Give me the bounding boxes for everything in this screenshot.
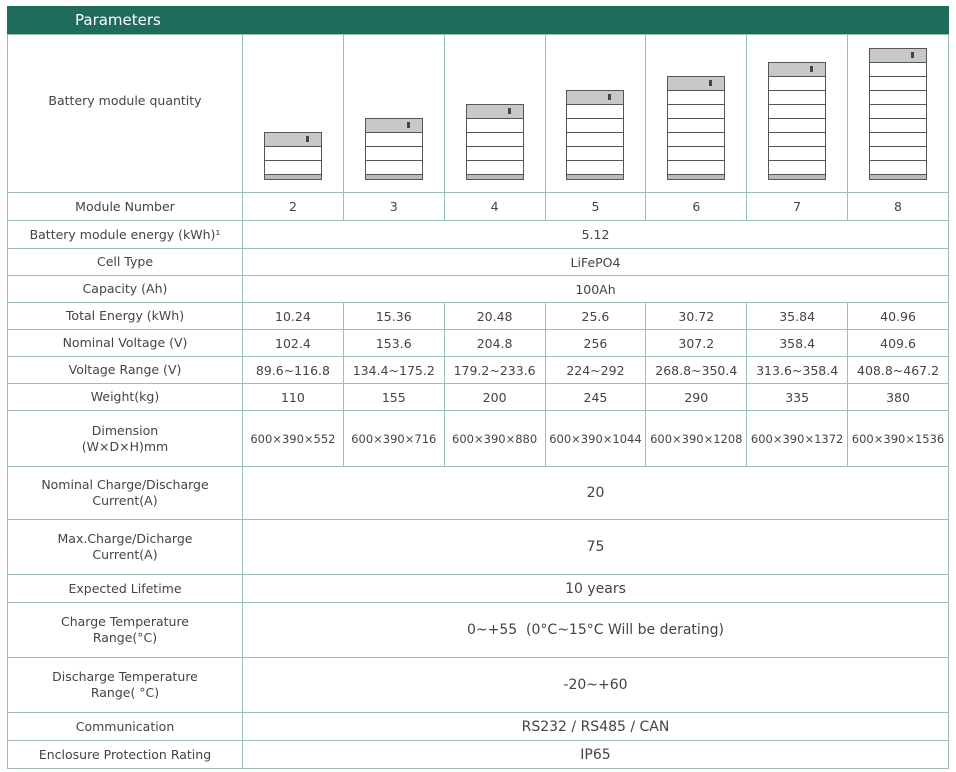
total-energy-value: 30.72: [646, 303, 747, 330]
battery-module: [870, 161, 926, 175]
battery-module: [769, 161, 825, 175]
weight-value: 335: [747, 384, 848, 411]
table-row: [8, 411, 949, 467]
voltage-range-value: 224~292: [545, 357, 646, 384]
parameters-table-wrapper: [7, 6, 949, 769]
charge-temp-label: [8, 603, 243, 658]
dimension-label: [8, 411, 243, 467]
communication-value: RS232 / RS485 / CAN: [243, 713, 949, 741]
discharge-temp-label: [8, 658, 243, 713]
battery-module: [668, 147, 724, 161]
stack-base: [567, 175, 623, 179]
module-number-value: 6: [646, 193, 747, 221]
battery-module: [366, 147, 422, 161]
battery-module: [567, 119, 623, 133]
battery-module: [467, 147, 523, 161]
stack-base: [366, 175, 422, 179]
section-header: [7, 6, 949, 34]
stack-top-cap: [870, 49, 926, 63]
nominal-voltage-value: 256: [545, 330, 646, 357]
battery-stack-image: [566, 90, 624, 180]
battery-module: [567, 161, 623, 175]
stack-base: [467, 175, 523, 179]
max-current-label-line2: Current(A): [92, 547, 158, 562]
parameters-table: [7, 34, 949, 769]
voltage-range-value: 89.6~116.8: [243, 357, 344, 384]
module-number-value: 4: [444, 193, 545, 221]
battery-module: [467, 161, 523, 175]
stack-base: [769, 175, 825, 179]
total-energy-value: 20.48: [444, 303, 545, 330]
nominal-current-label-line1: Nominal Charge/Discharge: [41, 477, 209, 492]
discharge-temp-label-line1: Discharge Temperature: [52, 669, 198, 684]
total-energy-label: Total Energy (kWh): [8, 303, 243, 330]
battery-module: [870, 119, 926, 133]
stack-top-cap: [467, 105, 523, 119]
table-row: [8, 249, 949, 276]
voltage-range-label: Voltage Range (V): [8, 357, 243, 384]
battery-module: [265, 161, 321, 175]
capacity-value: 100Ah: [243, 276, 949, 303]
stack-cell: [646, 35, 747, 193]
protection-label: Enclosure Protection Rating: [8, 741, 243, 769]
nominal-current-value: 20: [243, 467, 949, 520]
module-number-value: 7: [747, 193, 848, 221]
stack-base: [668, 175, 724, 179]
max-current-value: 75: [243, 520, 949, 575]
nominal-voltage-value: 153.6: [343, 330, 444, 357]
module-energy-value: 5.12: [243, 221, 949, 249]
module-quantity-label: Battery module quantity: [8, 35, 243, 193]
nominal-current-label-line2: Current(A): [92, 493, 158, 508]
table-row: [8, 276, 949, 303]
module-number-label: Module Number: [8, 193, 243, 221]
battery-module: [870, 105, 926, 119]
nominal-voltage-value: 409.6: [848, 330, 949, 357]
dimension-value: 600×390×1044: [545, 411, 646, 467]
table-row: [8, 303, 949, 330]
weight-value: 110: [243, 384, 344, 411]
battery-module: [467, 133, 523, 147]
battery-module: [366, 161, 422, 175]
max-current-label-line1: Max.Charge/Dicharge: [57, 531, 193, 546]
voltage-range-value: 268.8~350.4: [646, 357, 747, 384]
weight-value: 290: [646, 384, 747, 411]
table-row: [8, 741, 949, 769]
weight-value: 245: [545, 384, 646, 411]
dimension-value: 600×390×716: [343, 411, 444, 467]
lifetime-value: 10 years: [243, 575, 949, 603]
cell-type-label: Cell Type: [8, 249, 243, 276]
weight-value: 155: [343, 384, 444, 411]
dimension-label-line2: (W×D×H)mm: [81, 438, 169, 454]
weight-label: Weight(kg): [8, 384, 243, 411]
dimension-value: 600×390×1536: [848, 411, 949, 467]
battery-module: [265, 147, 321, 161]
protection-value: IP65: [243, 741, 949, 769]
dimension-value: 600×390×1208: [646, 411, 747, 467]
stack-cell: [848, 35, 949, 193]
battery-module: [668, 161, 724, 175]
battery-module: [769, 147, 825, 161]
battery-module: [769, 91, 825, 105]
table-row: [8, 357, 949, 384]
discharge-temp-value: -20~+60: [243, 658, 949, 713]
battery-module: [769, 133, 825, 147]
battery-stack-image: [869, 48, 927, 180]
total-energy-value: 25.6: [545, 303, 646, 330]
battery-module: [668, 91, 724, 105]
cell-type-value: LiFePO4: [243, 249, 949, 276]
voltage-range-value: 408.8~467.2: [848, 357, 949, 384]
battery-module: [467, 119, 523, 133]
battery-stack-image: [768, 62, 826, 180]
communication-label: Communication: [8, 713, 243, 741]
battery-module: [668, 133, 724, 147]
dimension-value: 600×390×552: [243, 411, 344, 467]
stack-base: [870, 175, 926, 179]
total-energy-value: 15.36: [343, 303, 444, 330]
table-row: [8, 221, 949, 249]
module-number-value: 5: [545, 193, 646, 221]
voltage-range-value: 179.2~233.6: [444, 357, 545, 384]
battery-stack-image: [466, 104, 524, 180]
voltage-range-value: 134.4~175.2: [343, 357, 444, 384]
table-row: [8, 713, 949, 741]
total-energy-value: 35.84: [747, 303, 848, 330]
module-number-value: 3: [343, 193, 444, 221]
total-energy-value: 10.24: [243, 303, 344, 330]
battery-stack-image: [365, 118, 423, 180]
battery-module: [668, 119, 724, 133]
battery-stack-image: [667, 76, 725, 180]
table-row: [8, 575, 949, 603]
dimension-label-line1: Dimension: [91, 422, 159, 438]
dimension-value: 600×390×1372: [747, 411, 848, 467]
stack-top-cap: [567, 91, 623, 105]
charge-temp-value: 0~+55 (0°C~15°C Will be derating): [243, 603, 949, 658]
charge-temp-label-line2: Range(°C): [92, 630, 158, 645]
stack-top-cap: [265, 133, 321, 147]
capacity-label: Capacity (Ah): [8, 276, 243, 303]
stack-top-cap: [769, 63, 825, 77]
stack-cell: [343, 35, 444, 193]
stack-top-cap: [668, 77, 724, 91]
table-row: [8, 520, 949, 575]
module-number-value: 2: [243, 193, 344, 221]
stack-top-cap: [366, 119, 422, 133]
voltage-range-value: 313.6~358.4: [747, 357, 848, 384]
battery-module: [769, 105, 825, 119]
battery-module: [769, 77, 825, 91]
table-row: [8, 603, 949, 658]
module-number-value: 8: [848, 193, 949, 221]
weight-value: 380: [848, 384, 949, 411]
battery-module: [567, 133, 623, 147]
nominal-voltage-value: 307.2: [646, 330, 747, 357]
battery-module: [668, 105, 724, 119]
stack-cell: [545, 35, 646, 193]
charge-temp-label-line1: Charge Temperature: [60, 614, 189, 629]
nominal-voltage-value: 358.4: [747, 330, 848, 357]
battery-module: [870, 77, 926, 91]
table-row: [8, 193, 949, 221]
battery-module: [870, 147, 926, 161]
stack-cell: [243, 35, 344, 193]
total-energy-value: 40.96: [848, 303, 949, 330]
nominal-current-label: [8, 467, 243, 520]
section-title: Parameters: [75, 11, 161, 29]
stack-cell: [444, 35, 545, 193]
table-row: [8, 467, 949, 520]
table-row: [8, 330, 949, 357]
table-row: [8, 35, 949, 193]
battery-module: [366, 133, 422, 147]
nominal-voltage-label: Nominal Voltage (V): [8, 330, 243, 357]
battery-module: [567, 105, 623, 119]
module-energy-label: Battery module energy (kWh)¹: [8, 221, 243, 249]
nominal-voltage-value: 204.8: [444, 330, 545, 357]
dimension-value: 600×390×880: [444, 411, 545, 467]
battery-stack-image: [264, 132, 322, 180]
lifetime-label: Expected Lifetime: [8, 575, 243, 603]
discharge-temp-label-line2: Range( °C): [90, 685, 160, 700]
table-row: [8, 658, 949, 713]
table-row: [8, 384, 949, 411]
max-current-label: [8, 520, 243, 575]
nominal-voltage-value: 102.4: [243, 330, 344, 357]
stack-base: [265, 175, 321, 179]
battery-module: [769, 119, 825, 133]
stack-cell: [747, 35, 848, 193]
battery-module: [870, 133, 926, 147]
battery-module: [567, 147, 623, 161]
battery-module: [870, 91, 926, 105]
weight-value: 200: [444, 384, 545, 411]
battery-module: [870, 63, 926, 77]
